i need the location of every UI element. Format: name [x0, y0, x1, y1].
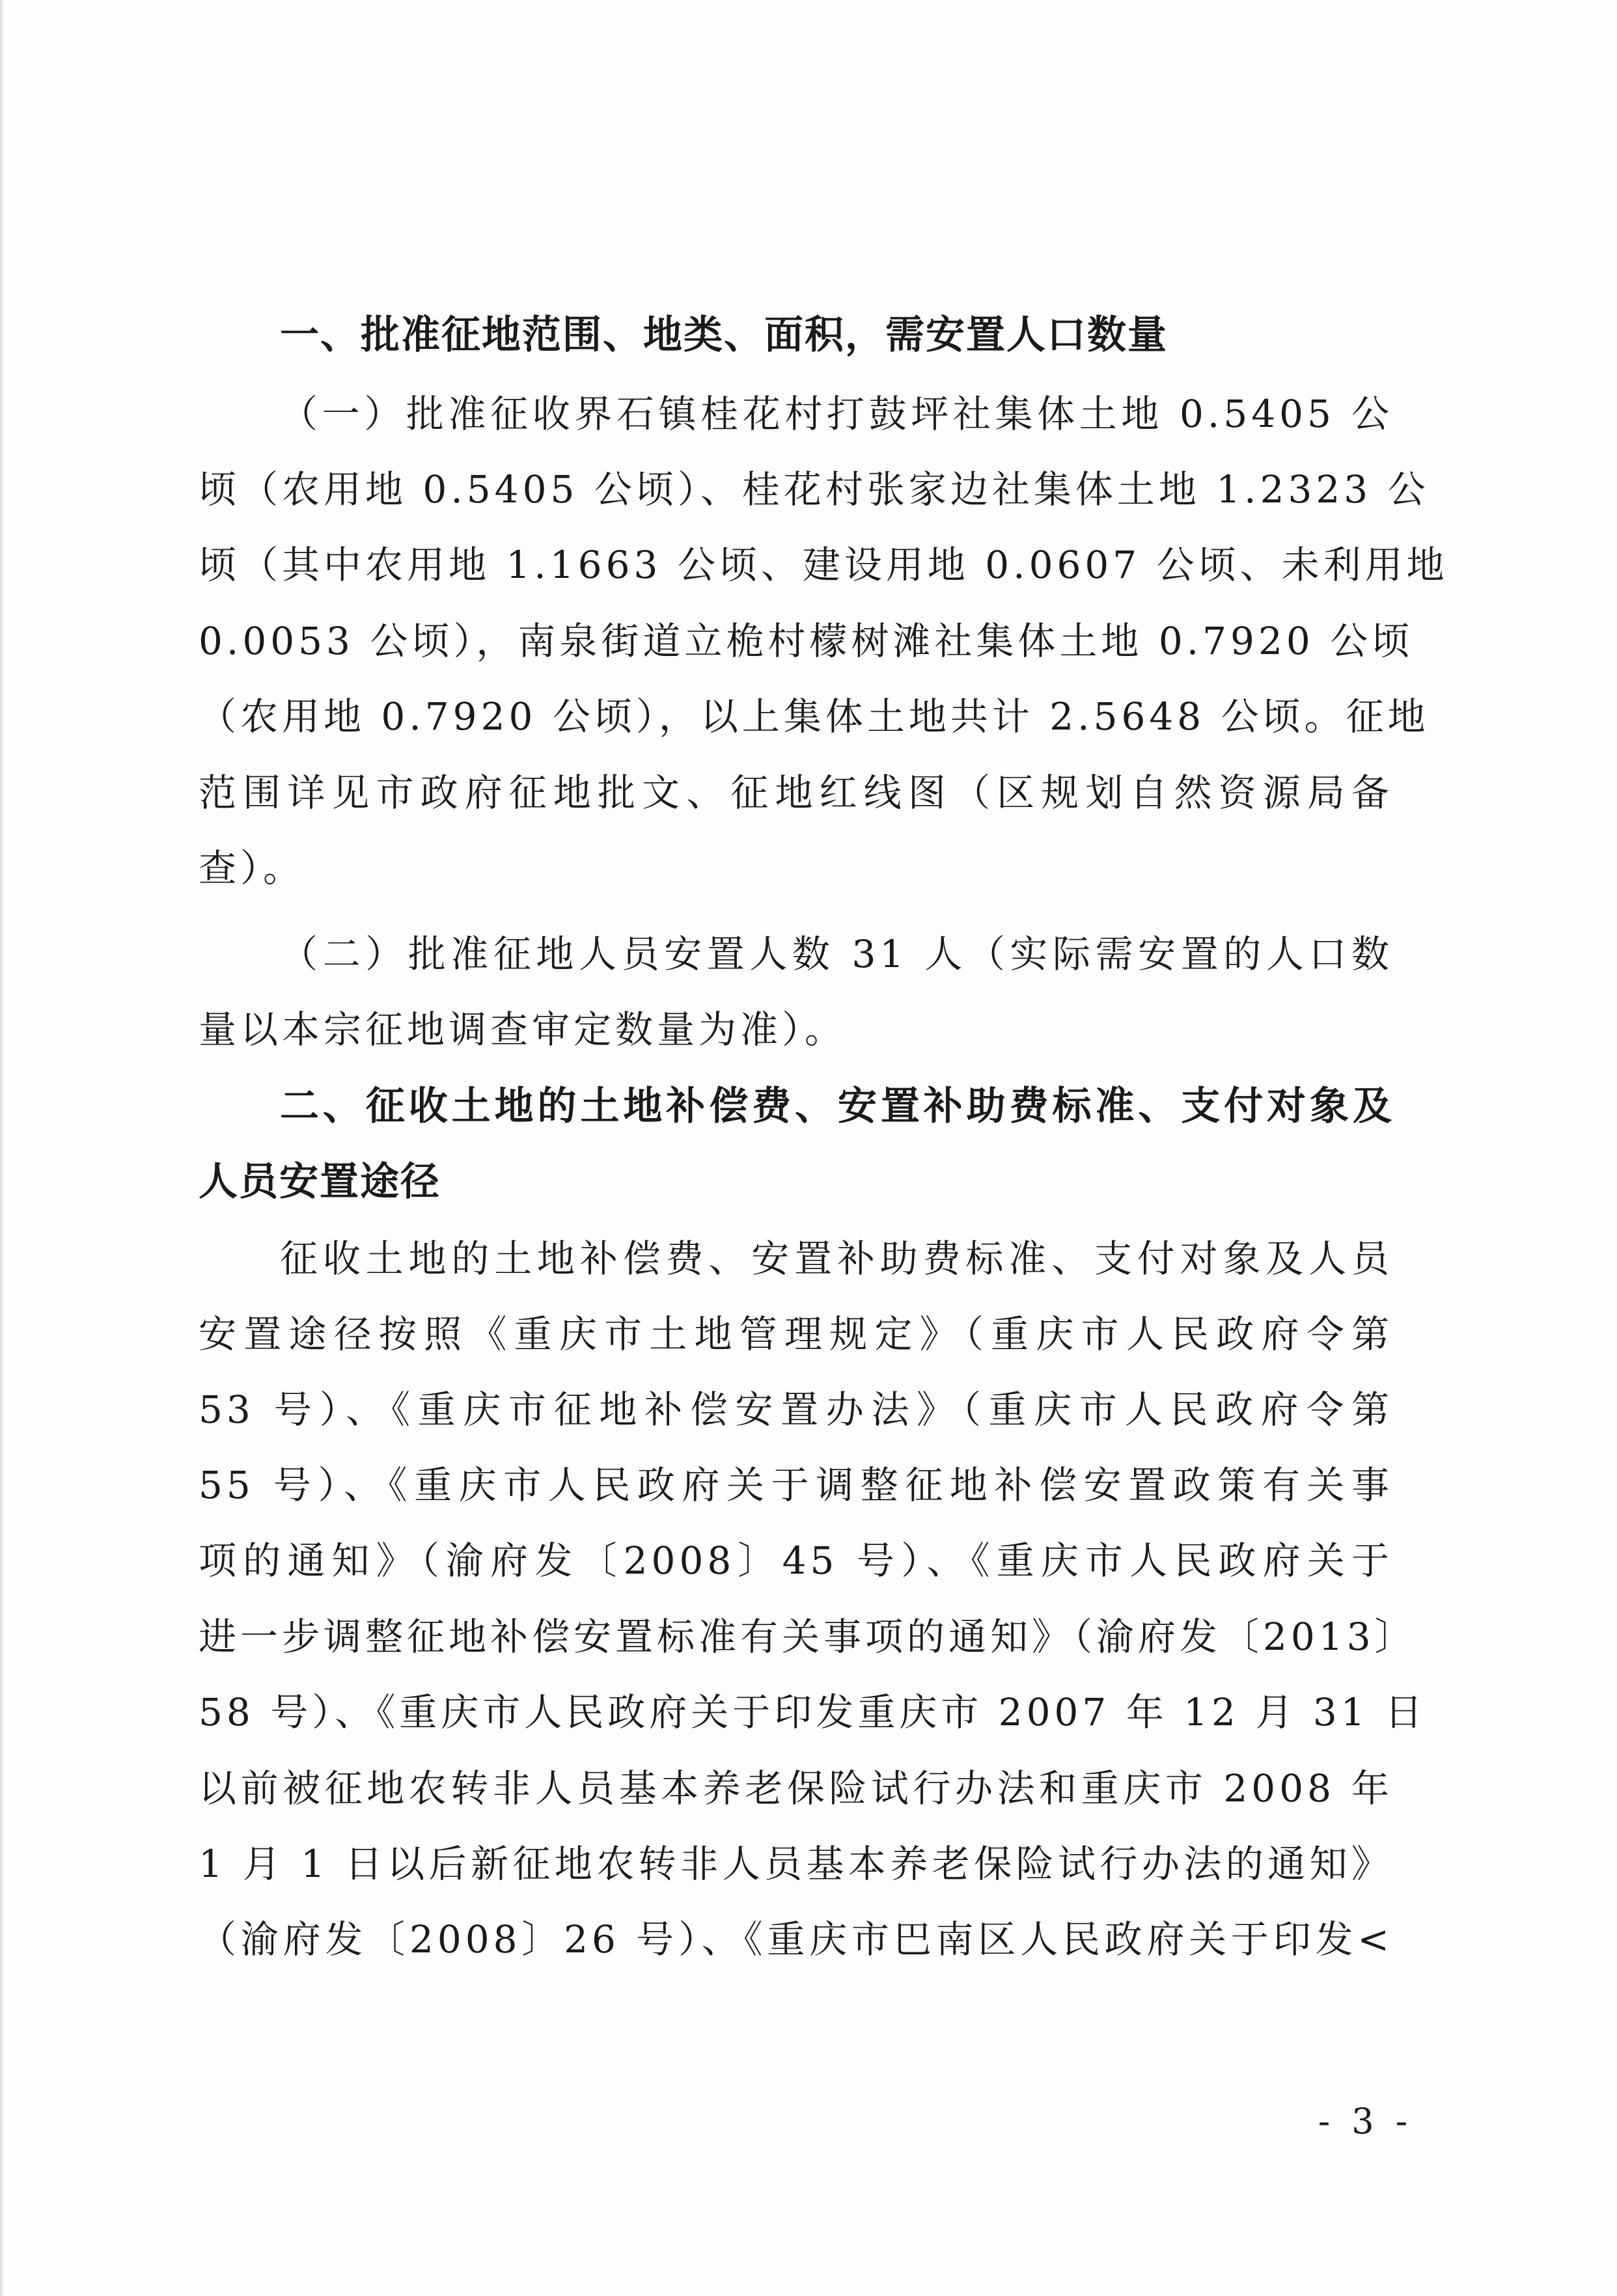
paragraph-line [0, 1749, 1617, 1827]
paragraph-line [0, 1220, 1617, 1298]
paragraph-text: 范围详见市政府征地批文、征地红线图（区规划自然资源局备 [199, 771, 1393, 815]
section-heading-1 [0, 296, 1617, 374]
paragraph-line [0, 677, 1617, 756]
paragraph-line [0, 754, 1617, 832]
paragraph-text: （农用地 0.7920 公顷），以上集体土地共计 2.5648 公顷。征地 [199, 694, 1430, 739]
paragraph-line [0, 526, 1617, 604]
paragraph-text: 进一步调整征地补偿安置标准有关事项的通知》（渝府发〔2013〕 [199, 1615, 1417, 1659]
paragraph-line [0, 1295, 1617, 1373]
paragraph-line [0, 602, 1617, 680]
paragraph-text: 安置途径按照《重庆市土地管理规定》（重庆市人民政府令第 [199, 1312, 1393, 1356]
paragraph-text: 1 月 1 日以后新征地农转非人员基本养老保险试行办法的通知》 [199, 1842, 1393, 1886]
paragraph-text: 量以本宗征地调查审定数量为准）。 [199, 1007, 847, 1052]
paragraph-text: 查）。 [199, 846, 305, 890]
paragraph-text: 55 号）、《重庆市人民政府关于调整征地补偿安置政策有关事 [199, 1463, 1393, 1507]
section-heading-2-continued [0, 1143, 1617, 1221]
section-heading-2 [0, 1067, 1617, 1145]
paragraph-text: （渝府发〔2008〕26 号）、《重庆市巴南区人民政府关于印发< [199, 1917, 1393, 1961]
paragraph-line [0, 450, 1617, 528]
page-number: - 3 - [1318, 2101, 1413, 2142]
paragraph-text: 0.0053 公顷），南泉街道立桅村檬树滩社集体土地 0.7920 公顷 [199, 619, 1414, 663]
paragraph-line [0, 1825, 1617, 1903]
heading-text: 二、征收土地的土地补偿费、安置补助费标准、支付对象及 [280, 1084, 1393, 1129]
paragraph-line [0, 1371, 1617, 1449]
paragraph-text: 项的通知》（渝府发〔2008〕45 号）、《重庆市人民政府关于 [199, 1538, 1393, 1583]
paragraph-line [0, 1900, 1617, 1978]
paragraph-text: （二）批准征地人员安置人数 31 人（实际需安置的人口数 [280, 932, 1393, 976]
paragraph-text: 顷（其中农用地 1.1663 公顷、建设用地 0.0607 公顷、未利用地 [199, 543, 1448, 587]
paragraph-text: 58 号）、《重庆市人民政府关于印发重庆市 2007 年 12 月 31 日 [199, 1690, 1427, 1734]
paragraph-line [0, 915, 1617, 993]
paragraph-line [0, 829, 1617, 907]
paragraph-line [0, 1522, 1617, 1600]
paragraph-text: 征收土地的土地补偿费、安置补助费标准、支付对象及人员 [280, 1237, 1393, 1281]
paragraph-text: 53 号）、《重庆市征地补偿安置办法》（重庆市人民政府令第 [199, 1387, 1393, 1432]
paragraph-text: 以前被征地农转非人员基本养老保险试行办法和重庆市 2008 年 [199, 1766, 1393, 1811]
heading-text: 一、批准征地范围、地类、面积，需安置人口数量 [280, 312, 1168, 358]
paragraph-line [0, 991, 1617, 1069]
paragraph-line [0, 1598, 1617, 1676]
paragraph-line [0, 1446, 1617, 1524]
heading-text: 人员安置途径 [199, 1159, 441, 1205]
paragraph-line [0, 1673, 1617, 1751]
paragraph-text: （一）批准征收界石镇桂花村打鼓坪社集体土地 0.5405 公 [280, 392, 1393, 436]
paragraph-text: 顷（农用地 0.5405 公顷）、桂花村张家边社集体土地 1.2323 公 [199, 467, 1430, 512]
paragraph-line [0, 375, 1617, 453]
